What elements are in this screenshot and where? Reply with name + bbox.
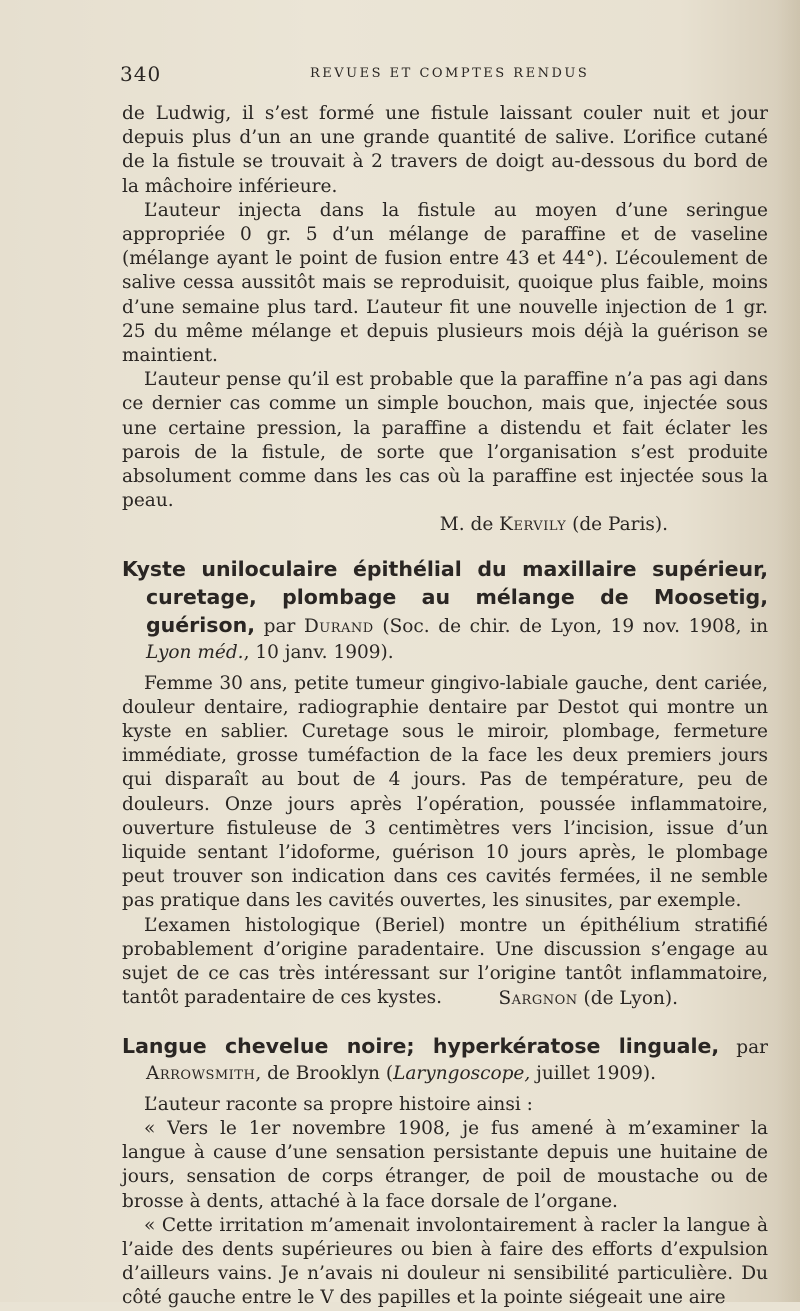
article-author: Durand xyxy=(303,615,374,637)
running-title: REVUES ET COMPTES RENDUS xyxy=(310,66,590,81)
running-head xyxy=(120,62,770,92)
quoted-paragraph: « Vers le 1er novembre 1908, je fus amené à m’examiner la langue à cause d’une sensation persistante depuis une huitaine de jours, sensation de corps étranger, de poil de moustache ou de brosse à dents, attaché à la face dorsale de l’organe. xyxy=(122,1117,768,1212)
review-signature: M. de Kervily (de Paris). xyxy=(439,514,668,536)
article-heading: Kyste uniloculaire épithélial du maxillaire supérieur, curetage, plombage au mélange de Moosetig, guérison, par Durand (Soc. de chir. de Lyon, 19 nov. 1908, in Lyon méd., 10 janv. 1909). xyxy=(122,556,769,663)
article-heading: Langue chevelue noire; hyperkératose linguale, par Arrowsmith, de Brooklyn (Laryngoscope, juillet 1909). xyxy=(122,1033,768,1084)
paragraph: L’auteur raconte sa propre histoire ainsi : xyxy=(144,1093,533,1115)
article-author: Arrowsmith xyxy=(146,1062,256,1084)
paragraph: de Ludwig, il s’est formé une fistule laissant couler nuit et jour depuis plus d’un an une grande quantité de salive. L’orifice cutané de la fistule se trouvait à 2 travers de doigt au-dessous du bord de la mâchoire inférieure. xyxy=(122,103,768,197)
paragraph: L’auteur pense qu’il est probable que la paraffine n’a pas agi dans ce dernier cas comme un simple bouchon, mais que, injectée sous une certaine pression, la paraffine a distendu et fait éclater les parois de la fistule, de sorte que l’organisation s’est produite absolument comme dans les cas où la paraffine est injectée sous la peau. xyxy=(122,369,768,512)
paragraph: L’auteur injecta dans la fistule au moyen d’une seringue appropriée 0 gr. 5 d’un mélange de paraffine et de vaseline (mélange ayant le point de fusion entre 43 et 44°). L’écoulement de salive cessa aussitôt mais se reproduisit, quoique plus faible, moins d’une semaine plus tard. L’auteur fit une nouvelle injection de 1 gr. 25 du même mélange et depuis plusieurs mois déjà la guérison se maintient. xyxy=(122,199,768,367)
reviewer-name: Kervily xyxy=(499,514,567,536)
page-body xyxy=(122,102,768,1311)
journal-name: Laryngoscope, xyxy=(393,1062,531,1084)
article-title: Kyste uniloculaire épithélial du maxillaire supérieur, curetage, plombage au mélange de Moosetig, guérison, xyxy=(122,556,768,637)
review-signature: Sargnon (de Lyon). xyxy=(498,987,678,1009)
paragraph: L’examen histologique (Beriel) montre un épithélium stratifié probablement d’origine paradentaire. Une discussion s’engage au sujet de ce cas très intéressant sur l’origine tantôt inflammatoire, tantôt paradentaire de ces kystes. xyxy=(122,914,768,1009)
journal-name: Lyon méd. xyxy=(146,641,244,663)
reviewer-name: Sargnon xyxy=(498,987,578,1009)
page-number: 340 xyxy=(120,62,162,86)
article-title: Langue chevelue noire; hyperkératose linguale, xyxy=(122,1033,720,1058)
quoted-paragraph: « Cette irritation m’amenait involontairement à racler la langue à l’aide des dents supérieures ou bien à faire des efforts d’expulsion d’ailleurs vains. Je n’avais ni douleur ni sensibilité particulière. Du côté gauche entre le V des papilles et la pointe siégeait une aire xyxy=(122,1214,768,1309)
paragraph: Femme 30 ans, petite tumeur gingivo-labiale gauche, dent cariée, douleur dentaire, radiographie dentaire par Destot qui montre un kyste en sablier. Curetage sous le miroir, plombage, fermeture immédiate, grosse tuméfaction de la face les deux premiers jours qui disparaît au bout de 4 jours. Pas de température, peu de douleurs. Onze jours après l’opération, poussée inflammatoire, ouverture fistuleuse de 3 centimètres vers l’incision, issue d’un liquide sentant l’idoforme, guérison 10 jours après, le plombage peut trouver son indication dans ces cavités fermées, il ne semble pas pratique dans les cavités ouvertes, les sinusites, par exemple. xyxy=(122,672,768,912)
